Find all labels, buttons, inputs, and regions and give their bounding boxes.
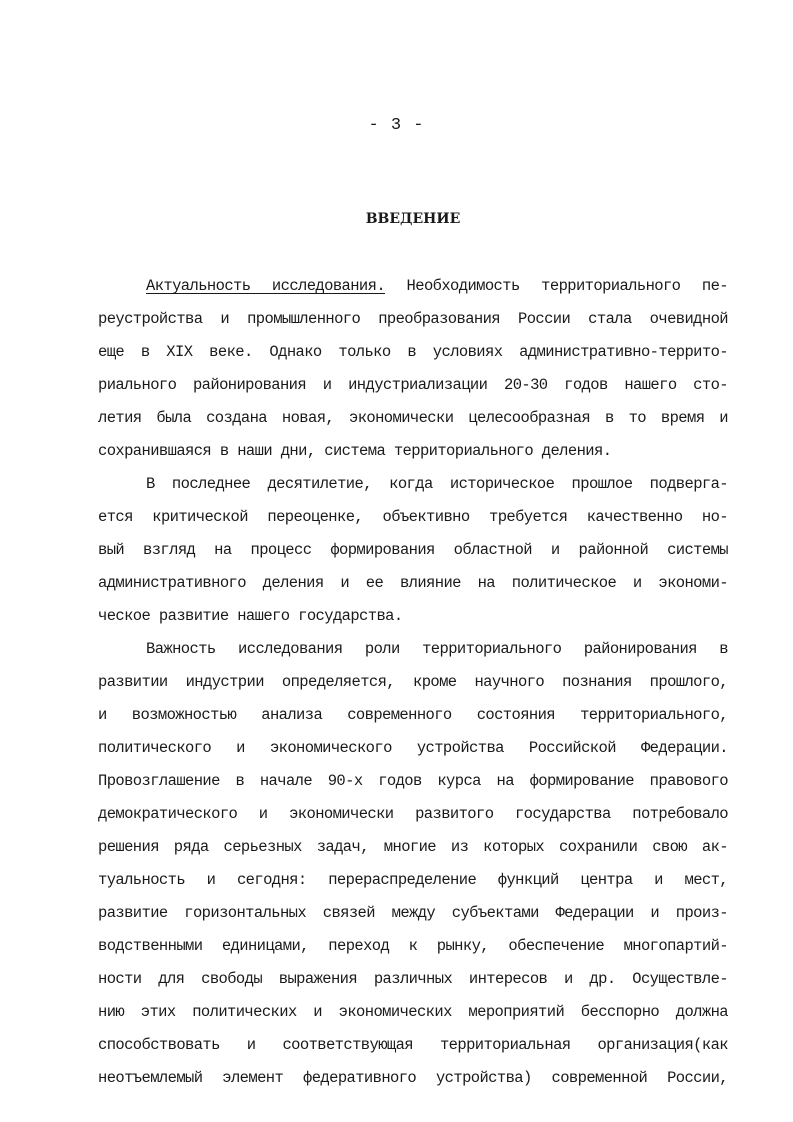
paragraph-3-line-4: политического и экономического устройства Российской Федерации.	[98, 739, 728, 757]
paragraph-3-line-13: способствовать и соответствующая территориальная организация(как	[98, 1036, 728, 1054]
paragraph-2-line-1: В последнее десятилетие, когда историческое прошлое подверга-	[146, 475, 728, 493]
paragraph-1-line-6: сохранившаяся в наши дни, система территориального деления.	[98, 442, 612, 460]
paragraph-3-line-3: и возможностью анализа современного состояния территориального,	[98, 706, 728, 724]
paragraph-1-line-5: летия была создана новая, экономически целесообразная в то время и	[98, 409, 728, 427]
page-number: - 3 -	[368, 116, 425, 135]
paragraph-3-line-14: неотъемлемый элемент федеративного устройства) современной России,	[98, 1069, 728, 1087]
paragraph-3-line-12: нию этих политических и экономических мероприятий бесспорно должна	[98, 1003, 728, 1021]
paragraph-1-line-1	[146, 274, 728, 298]
paragraph-2-line-5: ческое развитие нашего государства.	[98, 607, 403, 625]
paragraph-1-line-3: еще в XIX веке. Однако только в условиях административно-террито-	[98, 343, 728, 361]
paragraph-1-line-1-text: Необходимость территориального пе-	[385, 277, 728, 295]
paragraph-3-line-11: ности для свободы выражения различных интересов и др. Осуществле-	[98, 970, 728, 988]
paragraph-3-line-5: Провозглашение в начале 90-х годов курса на формирование правового	[98, 772, 728, 790]
paragraph-3-line-6: демократического и экономически развитого государства потребовало	[98, 805, 728, 823]
paragraph-3-line-1: Важность исследования роли территориального районирования в	[146, 640, 728, 658]
relevance-lead: Актуальность исследования.	[146, 277, 386, 295]
paragraph-3-line-8: туальность и сегодня: перераспределение функций центра и мест,	[98, 871, 728, 889]
section-heading: ВВЕДЕНИЕ	[365, 211, 461, 227]
paragraph-2-line-2: ется критической переоценке, объективно требуется качественно но-	[98, 508, 728, 526]
paragraph-2-line-4: административного деления и ее влияние на политическое и экономи-	[98, 574, 728, 592]
paragraph-3-line-10: водственными единицами, переход к рынку, обеспечение многопартий-	[98, 937, 728, 955]
paragraph-3-line-2: развитии индустрии определяется, кроме научного познания прошлого,	[98, 673, 728, 691]
paragraph-2-line-3: вый взгляд на процесс формирования областной и районной системы	[98, 541, 728, 559]
paragraph-3-line-7: решения ряда серьезных задач, многие из которых сохранили свою ак-	[98, 838, 728, 856]
paragraph-3-line-9: развитие горизонтальных связей между субъектами Федерации и произ-	[98, 904, 728, 922]
paragraph-1-line-4: риального районирования и индустриализации 20-30 годов нашего сто-	[98, 376, 728, 394]
paragraph-1-line-2: реустройства и промышленного преобразования России стала очевидной	[98, 310, 728, 328]
